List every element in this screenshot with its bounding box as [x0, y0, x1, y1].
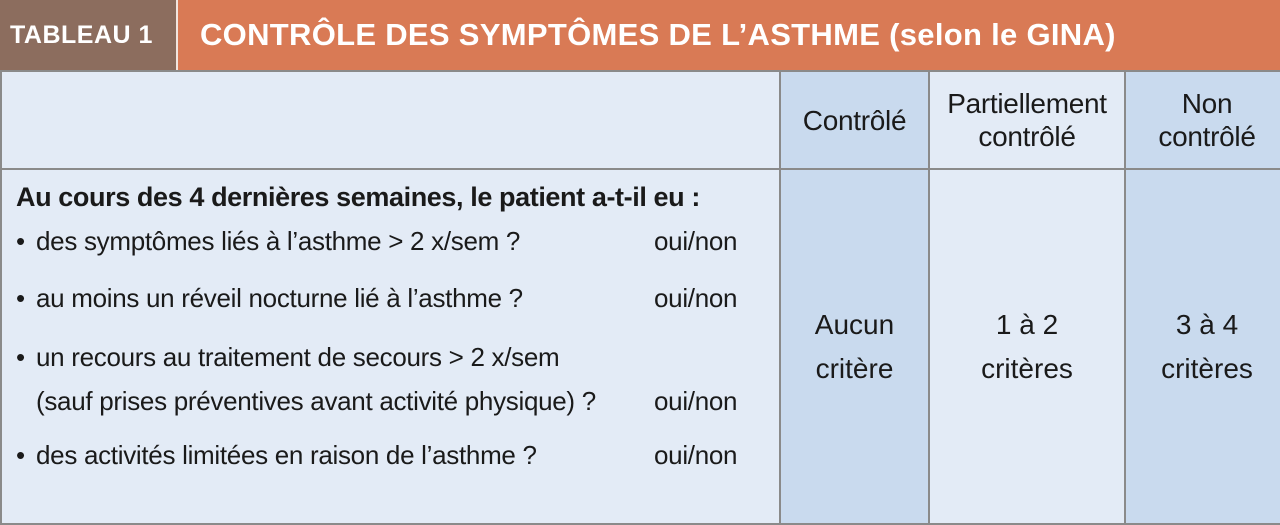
answer-option: oui/non [654, 440, 738, 470]
body-row [1, 169, 1280, 524]
list-item [2, 278, 779, 318]
column-header-controlled [780, 71, 929, 169]
answer-option: oui/non [654, 226, 738, 256]
bullet-icon: • [16, 440, 25, 470]
result-partially-controlled [929, 169, 1125, 524]
result-line: critère [815, 352, 894, 384]
answer-option: oui/non [654, 283, 738, 313]
column-header-line: Contrôlé [802, 104, 907, 136]
bullet-icon: • [16, 342, 25, 372]
list-item [2, 335, 779, 423]
criteria-cell [1, 169, 780, 524]
column-header-line: contrôlé [1158, 121, 1256, 152]
table-title: CONTRÔLE DES SYMPTÔMES DE L’ASTHME (selon le GINA) [176, 0, 1280, 70]
criterion-text-continuation: (sauf prises préventives avant activité physique) ? [36, 386, 596, 416]
column-header-partially-controlled [929, 71, 1125, 169]
column-header-uncontrolled [1125, 71, 1280, 169]
result-line: critères [981, 352, 1073, 384]
bullet-icon: • [16, 226, 25, 256]
empty-header-cell [1, 71, 780, 169]
result-line: 1 à 2 [995, 308, 1059, 340]
header-row [1, 71, 1280, 169]
bullet-icon: • [16, 283, 25, 313]
column-header-line: contrôlé [978, 121, 1076, 152]
result-line: Aucun [814, 308, 895, 340]
question-heading: Au cours des 4 dernières semaines, le patient a-t-il eu : [16, 182, 700, 212]
answer-option: oui/non [654, 386, 738, 416]
column-header-line: Partiellement [947, 88, 1107, 119]
result-line: 3 à 4 [1175, 308, 1239, 340]
result-line: critères [1161, 352, 1253, 384]
list-item [2, 221, 779, 261]
table-number-label: TABLEAU 1 [0, 0, 176, 70]
column-header-line: Non [1181, 88, 1233, 119]
table-header [0, 0, 1280, 70]
criterion-text: des symptômes liés à l’asthme > 2 x/sem ? [36, 226, 521, 256]
asthma-control-table [0, 70, 1280, 525]
result-uncontrolled [1125, 169, 1280, 524]
criterion-text: des activités limitées en raison de l’asthme ? [36, 440, 537, 470]
list-item [2, 435, 779, 475]
criterion-text: au moins un réveil nocturne lié à l’asthme ? [36, 283, 523, 313]
criteria-list [2, 221, 779, 475]
criterion-text: un recours au traitement de secours > 2 x/sem [36, 342, 560, 372]
result-controlled [780, 169, 929, 524]
